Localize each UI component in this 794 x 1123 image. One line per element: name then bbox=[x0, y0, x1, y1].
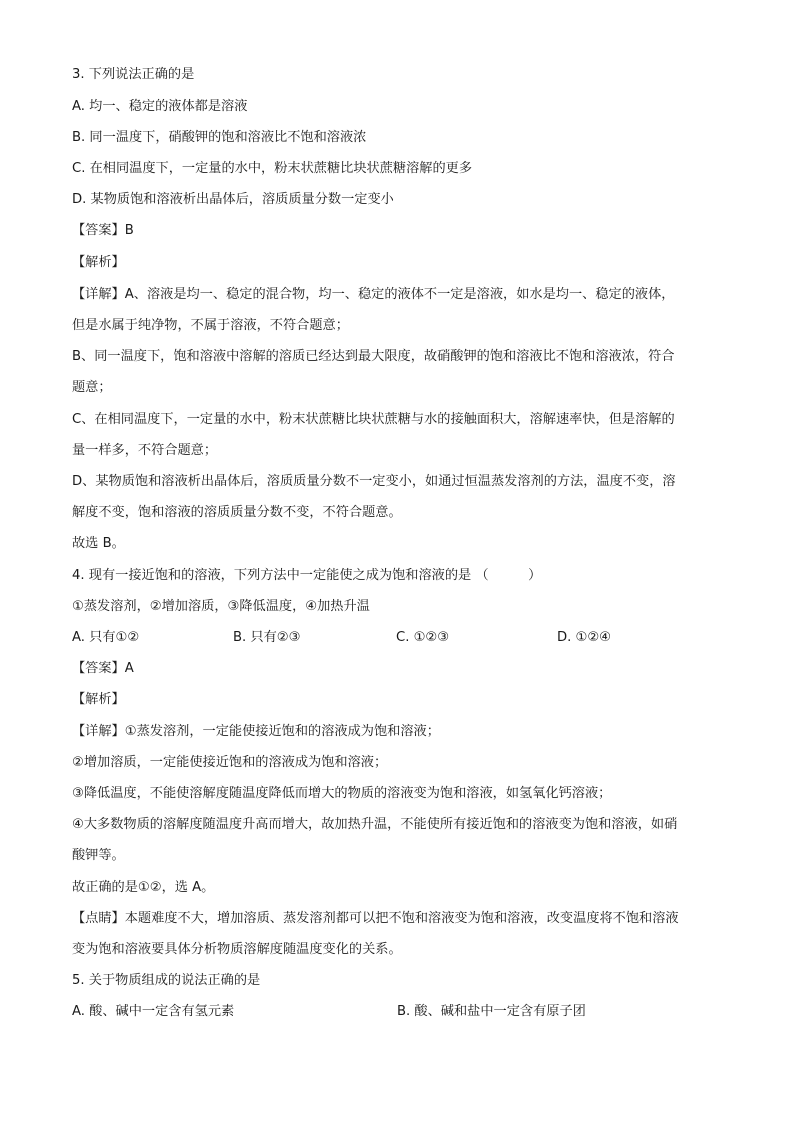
q3-detail-line: C、在相同温度下，一定量的水中，粉末状蔗糖比块状蔗糖与水的接触面积大，溶解速率快，但是溶解的 bbox=[72, 412, 675, 427]
q4-answer: 【答案】A bbox=[72, 661, 134, 676]
q4-option-b: B. 只有②③ bbox=[233, 630, 301, 645]
q4-detail-line: ②增加溶质，一定能使接近饱和的溶液成为饱和溶液； bbox=[72, 755, 388, 770]
q5-option-a: A. 酸、碱中一定含有氢元素 bbox=[72, 1004, 235, 1019]
q3-detail-line: B、同一温度下，饱和溶液中溶解的溶质已经达到最大限度，故硝酸钾的饱和溶液比不饱和溶液浓，符合 bbox=[72, 349, 675, 364]
q4-detail-line: 【详解】①蒸发溶剂，一定能使接近饱和的溶液成为饱和溶液； bbox=[72, 724, 440, 739]
q4-option-d: D. ①②④ bbox=[557, 630, 612, 645]
q3-detail-line: D、某物质饱和溶液析出晶体后，溶质质量分数不一定变小，如通过恒温蒸发溶剂的方法，温度不变，溶 bbox=[72, 474, 676, 489]
q3-option-d: D. 某物质饱和溶液析出晶体后，溶质质量分数一定变小 bbox=[72, 192, 394, 207]
q4-analysis-label: 【解析】 bbox=[72, 692, 125, 707]
q3-detail-line: 量一样多，不符合题意； bbox=[72, 443, 218, 458]
q4-option-c: C. ①②③ bbox=[396, 630, 450, 645]
q3-detail-line: 但是水属于纯净物，不属于溶液，不符合题意； bbox=[72, 318, 349, 333]
q4-detail-line: ③降低温度，不能使溶解度随温度降低而增大的物质的溶液变为饱和溶液，如氢氧化钙溶液； bbox=[72, 786, 612, 801]
q4-detail-line: ④大多数物质的溶解度随温度升高而增大，故加热升温，不能使所有接近饱和的溶液变为饱和溶液，如硝 bbox=[72, 817, 678, 832]
q3-option-c: C. 在相同温度下，一定量的水中，粉末状蔗糖比块状蔗糖溶解的更多 bbox=[72, 161, 473, 176]
q4-stem: 4. 现有一接近饱和的溶液，下列方法中一定能使之成为饱和溶液的是 （ ） bbox=[72, 568, 542, 583]
q4-option-a: A. 只有①② bbox=[72, 630, 140, 645]
q4-comment-line: 【点睛】本题难度不大，增加溶质、蒸发溶剂都可以把不饱和溶液变为饱和溶液，改变温度将不饱和溶液 bbox=[72, 911, 679, 926]
q4-comment-line: 变为饱和溶液要具体分析物质溶解度随温度变化的关系。 bbox=[72, 942, 402, 957]
q3-conclusion: 故选 B。 bbox=[72, 536, 125, 551]
q4-methods: ①蒸发溶剂，②增加溶质，③降低温度，④加热升温 bbox=[72, 599, 370, 614]
q5-stem: 5. 关于物质组成的说法正确的是 bbox=[72, 973, 261, 988]
q3-detail-line: 【详解】A、溶液是均一、稳定的混合物，均一、稳定的液体不一定是溶液，如水是均一、稳定的液体， bbox=[72, 287, 675, 302]
q4-conclusion: 故正确的是①②，选 A。 bbox=[72, 880, 215, 895]
q3-answer: 【答案】B bbox=[72, 223, 134, 238]
q3-option-b: B. 同一温度下，硝酸钾的饱和溶液比不饱和溶液浓 bbox=[72, 130, 367, 145]
q3-detail-line: 解度不变，饱和溶液的溶质质量分数不变，不符合题意。 bbox=[72, 505, 402, 520]
q3-stem: 3. 下列说法正确的是 bbox=[72, 67, 195, 82]
q3-detail-line: 题意； bbox=[72, 380, 112, 395]
q4-detail-line: 酸钾等。 bbox=[72, 848, 125, 863]
q3-analysis-label: 【解析】 bbox=[72, 255, 125, 270]
q5-option-b: B. 酸、碱和盐中一定含有原子团 bbox=[397, 1004, 586, 1019]
q3-option-a: A. 均一、稳定的液体都是溶液 bbox=[72, 99, 248, 114]
